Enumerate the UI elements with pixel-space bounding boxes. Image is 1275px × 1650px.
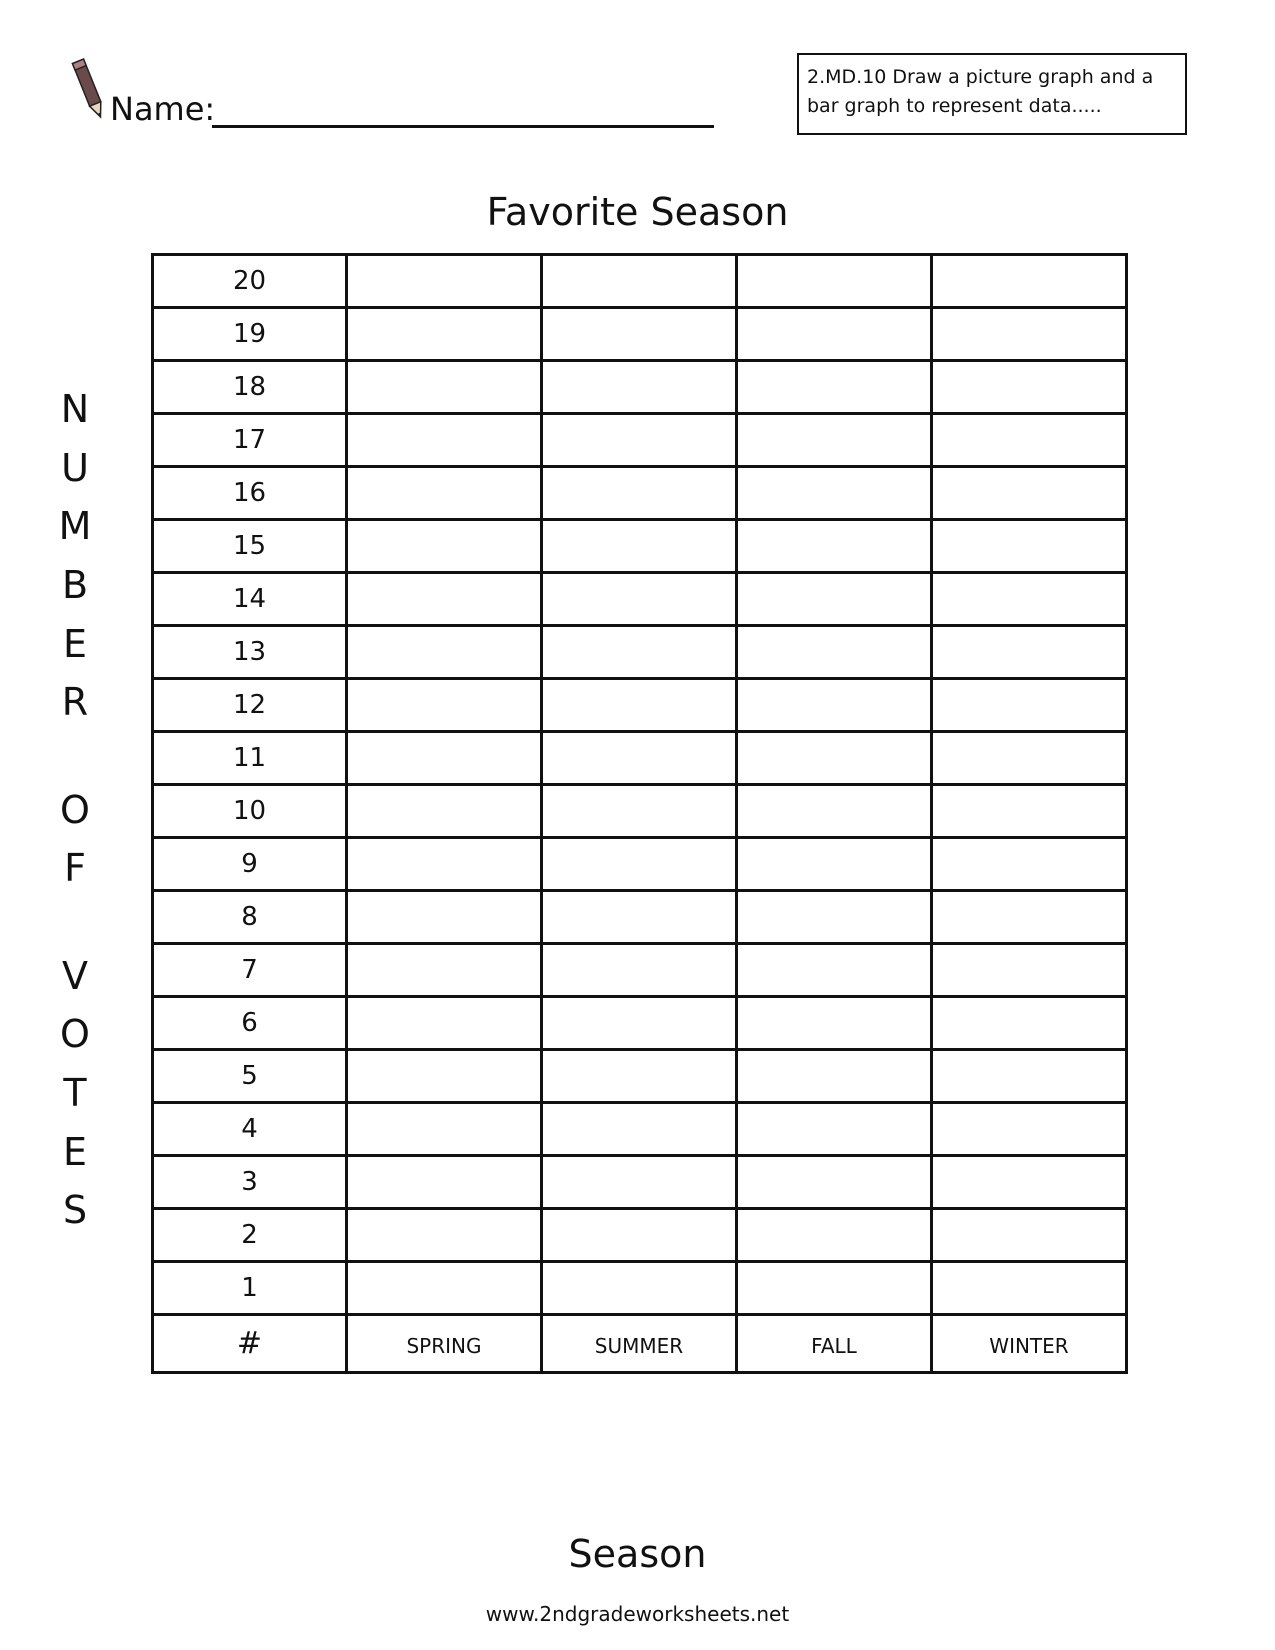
- grid-cell[interactable]: [347, 1262, 542, 1315]
- grid-cell[interactable]: [737, 838, 932, 891]
- y-tick-label: 19: [153, 308, 347, 361]
- grid-row: [153, 308, 1127, 361]
- grid-cell[interactable]: [932, 1209, 1127, 1262]
- grid-cell[interactable]: [932, 997, 1127, 1050]
- grid-row: [153, 679, 1127, 732]
- grid-cell[interactable]: [737, 414, 932, 467]
- y-tick-label: 12: [153, 679, 347, 732]
- grid-cell[interactable]: [932, 838, 1127, 891]
- category-row: [153, 1315, 1127, 1373]
- grid-cell[interactable]: [737, 997, 932, 1050]
- grid-row: [153, 944, 1127, 997]
- grid-cell[interactable]: [932, 573, 1127, 626]
- y-axis-letter: O: [60, 1012, 90, 1057]
- grid-cell[interactable]: [542, 944, 737, 997]
- y-axis-label: [50, 380, 100, 1240]
- grid-row: [153, 1103, 1127, 1156]
- grid-row: [153, 573, 1127, 626]
- grid-row: [153, 891, 1127, 944]
- grid-cell[interactable]: [542, 255, 737, 308]
- grid-row: [153, 361, 1127, 414]
- y-tick-label: 15: [153, 520, 347, 573]
- grid-row: [153, 1262, 1127, 1315]
- grid-cell[interactable]: [347, 414, 542, 467]
- y-axis-letter: R: [61, 680, 89, 725]
- grid-cell[interactable]: [542, 785, 737, 838]
- y-tick-label: 2: [153, 1209, 347, 1262]
- y-axis-letter: F: [64, 846, 86, 891]
- grid-row: [153, 1050, 1127, 1103]
- grid-cell[interactable]: [932, 520, 1127, 573]
- grid-cell[interactable]: [542, 1262, 737, 1315]
- grid-row: [153, 467, 1127, 520]
- y-axis-letter: T: [63, 1070, 87, 1115]
- y-tick-label: 7: [153, 944, 347, 997]
- grid-cell[interactable]: [542, 679, 737, 732]
- grid-cell[interactable]: [347, 255, 542, 308]
- grid-cell[interactable]: [737, 520, 932, 573]
- grid-cell[interactable]: [932, 308, 1127, 361]
- grid-cell[interactable]: [932, 785, 1127, 838]
- y-axis-letter: V: [62, 953, 88, 998]
- grid-cell[interactable]: [542, 1209, 737, 1262]
- grid-cell[interactable]: [347, 361, 542, 414]
- grid-cell[interactable]: [932, 1103, 1127, 1156]
- grid-row: [153, 732, 1127, 785]
- grid-cell[interactable]: [932, 255, 1127, 308]
- y-tick-label: 14: [153, 573, 347, 626]
- grid-row: [153, 838, 1127, 891]
- grid-cell[interactable]: [542, 626, 737, 679]
- y-axis-letter: E: [62, 621, 87, 666]
- y-tick-label: 5: [153, 1050, 347, 1103]
- grid-cell[interactable]: [932, 626, 1127, 679]
- footer-url: www.2ndgradeworksheets.net: [485, 1602, 790, 1626]
- corner-label: #: [153, 1315, 347, 1373]
- category-label: SUMMER: [542, 1315, 737, 1373]
- grid-cell[interactable]: [542, 997, 737, 1050]
- grid-cell[interactable]: [347, 1156, 542, 1209]
- grid-cell[interactable]: [542, 361, 737, 414]
- y-tick-label: 18: [153, 361, 347, 414]
- grid-cell[interactable]: [737, 944, 932, 997]
- grid-cell[interactable]: [347, 785, 542, 838]
- grid-cell[interactable]: [347, 679, 542, 732]
- grid-row: [153, 626, 1127, 679]
- grid-cell[interactable]: [737, 1103, 932, 1156]
- grid-cell[interactable]: [542, 1050, 737, 1103]
- y-tick-label: 17: [153, 414, 347, 467]
- y-tick-label: 9: [153, 838, 347, 891]
- grid-cell[interactable]: [542, 732, 737, 785]
- name-input-line[interactable]: [212, 125, 714, 128]
- grid-cell[interactable]: [932, 679, 1127, 732]
- grid-cell[interactable]: [932, 414, 1127, 467]
- bar-graph-grid: [151, 253, 1128, 1374]
- y-tick-label: 8: [153, 891, 347, 944]
- category-label: FALL: [737, 1315, 932, 1373]
- grid-cell[interactable]: [542, 891, 737, 944]
- x-axis-label: Season: [568, 1532, 707, 1576]
- y-axis-letter: M: [58, 504, 92, 549]
- grid-cell[interactable]: [542, 467, 737, 520]
- grid-cell[interactable]: [542, 520, 737, 573]
- grid-cell[interactable]: [542, 1103, 737, 1156]
- grid-row: [153, 997, 1127, 1050]
- grid-cell[interactable]: [347, 520, 542, 573]
- grid-cell[interactable]: [737, 1262, 932, 1315]
- grid-cell[interactable]: [737, 255, 932, 308]
- grid-cell[interactable]: [737, 785, 932, 838]
- y-tick-label: 1: [153, 1262, 347, 1315]
- grid-cell[interactable]: [347, 573, 542, 626]
- y-axis-letter: N: [60, 387, 90, 431]
- grid-cell[interactable]: [542, 573, 737, 626]
- name-row: [70, 55, 720, 135]
- grid-cell[interactable]: [347, 944, 542, 997]
- grid-cell[interactable]: [737, 467, 932, 520]
- grid-cell[interactable]: [932, 1050, 1127, 1103]
- y-axis-letter: E: [62, 1129, 87, 1174]
- grid-cell[interactable]: [737, 573, 932, 626]
- grid-cell[interactable]: [932, 891, 1127, 944]
- grid-row: [153, 520, 1127, 573]
- grid-cell[interactable]: [347, 467, 542, 520]
- grid-cell[interactable]: [737, 626, 932, 679]
- grid-row: [153, 1156, 1127, 1209]
- grid-cell[interactable]: [347, 626, 542, 679]
- y-tick-label: 4: [153, 1103, 347, 1156]
- grid-cell[interactable]: [347, 997, 542, 1050]
- grid-cell[interactable]: [347, 308, 542, 361]
- grid-cell[interactable]: [542, 838, 737, 891]
- grid-cell[interactable]: [347, 1209, 542, 1262]
- grid-cell[interactable]: [737, 1050, 932, 1103]
- grid-cell[interactable]: [347, 1050, 542, 1103]
- grid-cell[interactable]: [542, 308, 737, 361]
- y-tick-label: 3: [153, 1156, 347, 1209]
- grid-row: [153, 255, 1127, 308]
- standard-box: 2.MD.10 Draw a picture graph and a bar graph to represent data.....: [797, 53, 1187, 135]
- grid-cell[interactable]: [737, 361, 932, 414]
- grid-cell[interactable]: [932, 944, 1127, 997]
- grid-cell[interactable]: [737, 679, 932, 732]
- y-axis-letter: O: [60, 787, 90, 832]
- grid-cell[interactable]: [932, 1156, 1127, 1209]
- grid-cell[interactable]: [347, 838, 542, 891]
- grid-cell[interactable]: [347, 732, 542, 785]
- grid-cell[interactable]: [347, 891, 542, 944]
- grid-cell[interactable]: [737, 1156, 932, 1209]
- y-tick-label: 16: [153, 467, 347, 520]
- y-tick-label: 10: [153, 785, 347, 838]
- category-label: SPRING: [347, 1315, 542, 1373]
- grid-cell[interactable]: [932, 1262, 1127, 1315]
- grid-cell[interactable]: [737, 308, 932, 361]
- y-tick-label: 20: [153, 255, 347, 308]
- grid-row: [153, 785, 1127, 838]
- grid-cell[interactable]: [737, 1209, 932, 1262]
- y-tick-label: 13: [153, 626, 347, 679]
- grid-cell[interactable]: [737, 732, 932, 785]
- grid-cell[interactable]: [932, 467, 1127, 520]
- grid-cell[interactable]: [347, 1103, 542, 1156]
- y-axis-letter: S: [62, 1188, 88, 1233]
- grid-cell[interactable]: [542, 1156, 737, 1209]
- y-axis-letter: U: [61, 445, 89, 490]
- grid-row: [153, 1209, 1127, 1262]
- grid-cell[interactable]: [542, 414, 737, 467]
- y-axis-letter: B: [61, 563, 89, 608]
- y-tick-label: 11: [153, 732, 347, 785]
- grid-row: [153, 414, 1127, 467]
- name-label: Name:: [110, 90, 216, 128]
- worksheet-title: Favorite Season: [486, 190, 789, 234]
- y-tick-label: 6: [153, 997, 347, 1050]
- grid-cell[interactable]: [932, 732, 1127, 785]
- grid-cell[interactable]: [737, 891, 932, 944]
- grid-cell[interactable]: [932, 361, 1127, 414]
- pencil-icon: [70, 55, 110, 127]
- category-label: WINTER: [932, 1315, 1127, 1373]
